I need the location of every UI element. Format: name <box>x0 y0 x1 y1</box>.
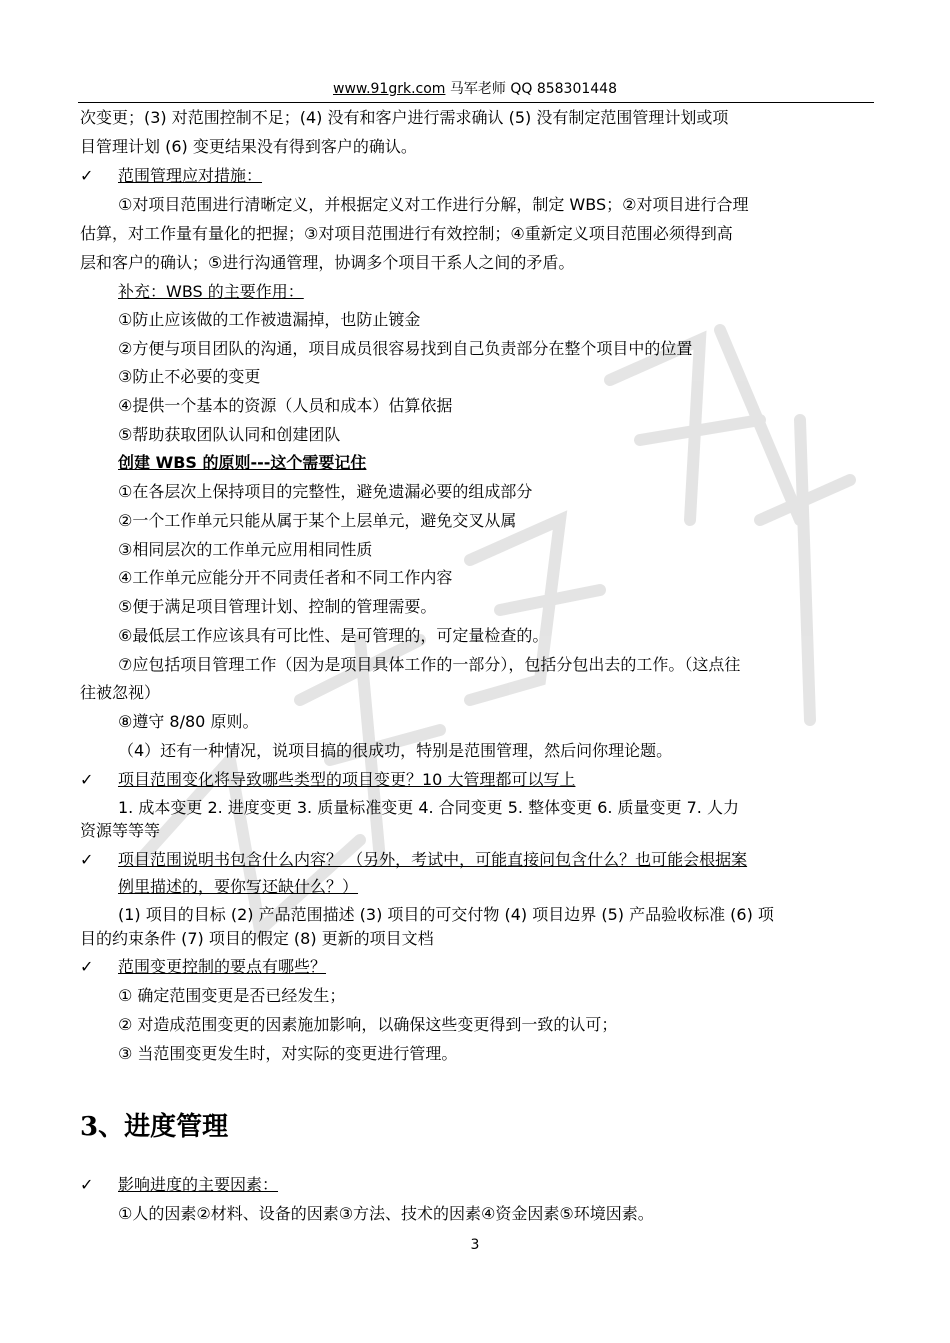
page-header <box>0 78 950 98</box>
header-rule <box>78 102 874 103</box>
sub-heading: 补充：WBS 的主要作用： <box>118 282 304 301</box>
list-item: ③相同层次的工作单元应用相同性质 <box>118 540 373 559</box>
text-line: 资源等等等 <box>80 821 161 840</box>
text-line: 1. 成本变更 2. 进度变更 3. 质量标准变更 4. 合同变更 5. 整体变更 6. 质量变更 7. 人力 <box>118 798 739 817</box>
list-item: ②方便与项目团队的沟通，项目成员很容易找到自己负责部分在整个项目中的位置 <box>118 339 693 358</box>
list-item: ③ 当范围变更发生时，对实际的变更进行管理。 <box>118 1044 458 1063</box>
list-heading: ✓ 范围管理应对措施： <box>118 165 262 187</box>
list-item: ①在各层次上保持项目的完整性，避免遗漏必要的组成部分 <box>118 482 533 501</box>
header-author: 马军老师 QQ 858301448 <box>445 81 617 97</box>
sub-heading-bold: 创建 WBS 的原则---这个需要记住 <box>118 453 367 472</box>
list-item: ⑥最低层工作应该具有可比性、是可管理的，可定量检查的。 <box>118 626 549 645</box>
list-heading: ✓ 项目范围说明书包含什么内容？ （另外，考试中，可能直接问包含什么？也可能会根据案 <box>118 849 747 871</box>
list-item: ① 确定范围变更是否已经发生； <box>118 986 346 1005</box>
list-heading: ✓ 范围变更控制的要点有哪些？ <box>118 956 326 978</box>
text-line: 例里描述的，要你写还缺什么？） <box>118 877 359 896</box>
list-item: ①人的因素②材料、设备的因素③方法、技术的因素④资金因素⑤环境因素。 <box>118 1204 654 1223</box>
text-line: 层和客户的确认；⑤进行沟通管理，协调多个项目干系人之间的矛盾。 <box>80 253 575 272</box>
list-item: ③防止不必要的变更 <box>118 367 261 386</box>
text-line: （4）还有一种情况，说项目搞的很成功，特别是范围管理，然后问你理论题。 <box>118 741 673 760</box>
list-item: ⑤便于满足项目管理计划、控制的管理需要。 <box>118 597 437 616</box>
header-url[interactable]: www.91grk.com <box>333 81 446 97</box>
list-item: ⑧遵守 8/80 原则。 <box>118 712 259 731</box>
text-line: 目的约束条件 (7) 项目的假定 (8) 更新的项目文档 <box>80 929 434 948</box>
section-heading: 3、进度管理 <box>80 1112 229 1142</box>
list-item: ⑦应包括项目管理工作（因为是项目具体工作的一部分），包括分包出去的工作。（这点往 <box>118 655 741 674</box>
list-item: ⑤帮助获取团队认同和创建团队 <box>118 425 341 444</box>
list-heading: ✓ 影响进度的主要因素： <box>118 1174 278 1196</box>
list-item: ①防止应该做的工作被遗漏掉，也防止镀金 <box>118 310 421 329</box>
page-number: 3 <box>470 1237 480 1253</box>
text-line: 往被忽视） <box>80 683 161 702</box>
text-line: 次变更；(3) 对范围控制不足；(4) 没有和客户进行需求确认 (5) 没有制定范围管理计划或项 <box>80 108 729 127</box>
text-line: 估算，对工作量有量化的把握；③对项目范围进行有效控制；④重新定义项目范围必须得到高 <box>80 224 733 243</box>
list-heading: ✓ 项目范围变化将导致哪些类型的项目变更？10 大管理都可以写上 <box>118 769 575 791</box>
list-item: ②一个工作单元只能从属于某个上层单元，避免交叉从属 <box>118 511 517 530</box>
text-line: (1) 项目的目标 (2) 产品范围描述 (3) 项目的可交付物 (4) 项目边界 (5) 产品验收标准 (6) 项 <box>118 905 774 924</box>
text-line: ①对项目范围进行清晰定义，并根据定义对工作进行分解，制定 WBS；②对项目进行合理 <box>118 195 749 214</box>
text-line: 目管理计划 (6) 变更结果没有得到客户的确认。 <box>80 137 417 156</box>
list-item: ② 对造成范围变更的因素施加影响，以确保这些变更得到一致的认可； <box>118 1015 618 1034</box>
list-item: ④提供一个基本的资源（人员和成本）估算依据 <box>118 396 453 415</box>
list-item: ④工作单元应能分开不同责任者和不同工作内容 <box>118 568 453 587</box>
